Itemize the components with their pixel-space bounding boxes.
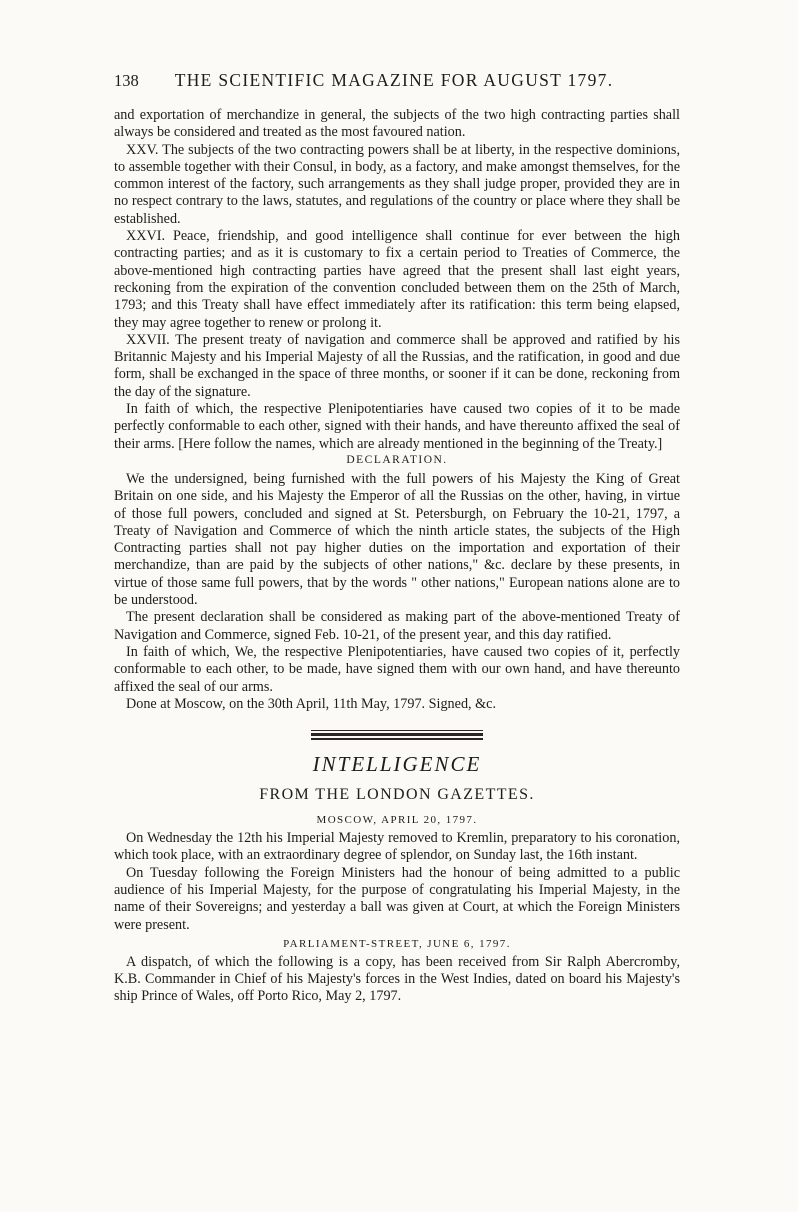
running-title: THE SCIENTIFIC MAGAZINE FOR AUGUST 1797. (174, 70, 614, 90)
divider-line-top (311, 730, 483, 731)
dateline-parliament-street: PARLIAMENT-STREET, JUNE 6, 1797. (283, 937, 511, 950)
declaration-ratification: The present declaration shall be considered as making part of the above-mentioned Treaty of Navigation and Commerce, signed Feb. 10-21, of the present year, and this day ratified. (114, 609, 680, 643)
treaty-closing-paragraph: In faith of which, the respective Plenipotentiaries have caused two copies of it to be made perfectly conformable to each other, signed with their hands, and have thereunto affixed the seal of their arms. [Here follow the names, which are already mentioned in the beginning of the Treaty.] (114, 401, 680, 452)
intelligence-subtitle: FROM THE LONDON GAZETTES. (259, 786, 535, 804)
dispatch-paragraph: A dispatch, of which the following is a copy, has been received from Sir Ralph Abercromby, K.B. Commander in Chief of his Majesty's forces in the West Indies, dated on board his Majesty's ship Prince of Wales, off Porto Rico, May 2, 1797. (114, 953, 680, 1005)
declaration-heading: DECLARATION. (346, 453, 448, 466)
divider-line-thick (311, 733, 483, 736)
running-header (114, 70, 680, 91)
declaration-faith: In faith of which, We, the respective Plenipotentiaries, have caused two copies of it, perfectly conformable to each other, to be made, have signed them with our own hand, and have thereunto affixed the seal of our arms. (114, 643, 680, 695)
coronation-paragraph: On Wednesday the 12th his Imperial Majesty removed to Kremlin, preparatory to his coronation, which took place, with an extraordinary degree of splendor, on Sunday last, the 16th instant. (114, 830, 680, 864)
divider-line-bottom (311, 738, 483, 740)
declaration-paragraph: We the undersigned, being furnished with the full powers of his Majesty the King of Great Britain on one side, and his Majesty the Emperor of all the Russias on the other, having, in virtue of those full powers, concluded and signed at St. Petersburgh, on February the 10-21, 1797, a Treaty of Navigation and Commerce of which the ninth article states, the subjects of the High Contracting parties shall not pay higher duties on the importation and exportation of their merchandize, than are paid by the subjects of other nations," &c. declare by these presents, in virtue of those same full powers, that by the words " other nations," European nations alone are to be understood. (114, 470, 680, 609)
declaration-done: Done at Moscow, on the 30th April, 11th May, 1797. Signed, &c. (126, 695, 497, 712)
article-xxv: XXV. The subjects of the two contracting powers shall be at liberty, in the respective dominions, to assemble together with their Consul, in body, as a factory, and make amongst themselves, for the common interest of the factory, such arrangements as they shall judge proper, provided they are in no respect contrary to the laws, statutes, and regulations of the country or place where they shall be established. (114, 141, 680, 227)
audience-paragraph: On Tuesday following the Foreign Ministers had the honour of being admitted to a public audience of his Imperial Majesty, for the purpose of congratulating his Imperial Majesty, in the name of their Sovereigns; and yesterday a ball was given at Court, at which the Foreign Ministers were present. (114, 864, 680, 933)
page-number: 138 (114, 71, 139, 90)
continued-paragraph: and exportation of merchandize in general, the subjects of the two high contracting parties shall always be considered and treated as the most favoured nation. (114, 107, 680, 141)
section-divider (311, 730, 483, 740)
intelligence-title: INTELLIGENCE (312, 752, 482, 777)
article-xxvii: XXVII. The present treaty of navigation and commerce shall be approved and ratified by his Britannic Majesty and his Imperial Majesty of all the Russias, and the ratification, in good and due form, shall be exchanged in the space of three months, or sooner if it can be done, reckoning from the day of the signature. (114, 331, 680, 400)
article-xxvi: XXVI. Peace, friendship, and good intelligence shall continue for ever between the high contracting parties; and as it is customary to fix a certain period to Treaties of Commerce, the above-mentioned high contracting parties have agreed that the present shall last eight years, reckoning from the expiration of the convention concluded between them on the 25th of March, 1793; and this Treaty shall have effect immediately after its ratification: this term being elapsed, they may agree together to renew or prolong it. (114, 228, 680, 331)
dateline-moscow: MOSCOW, APRIL 20, 1797. (316, 814, 478, 827)
